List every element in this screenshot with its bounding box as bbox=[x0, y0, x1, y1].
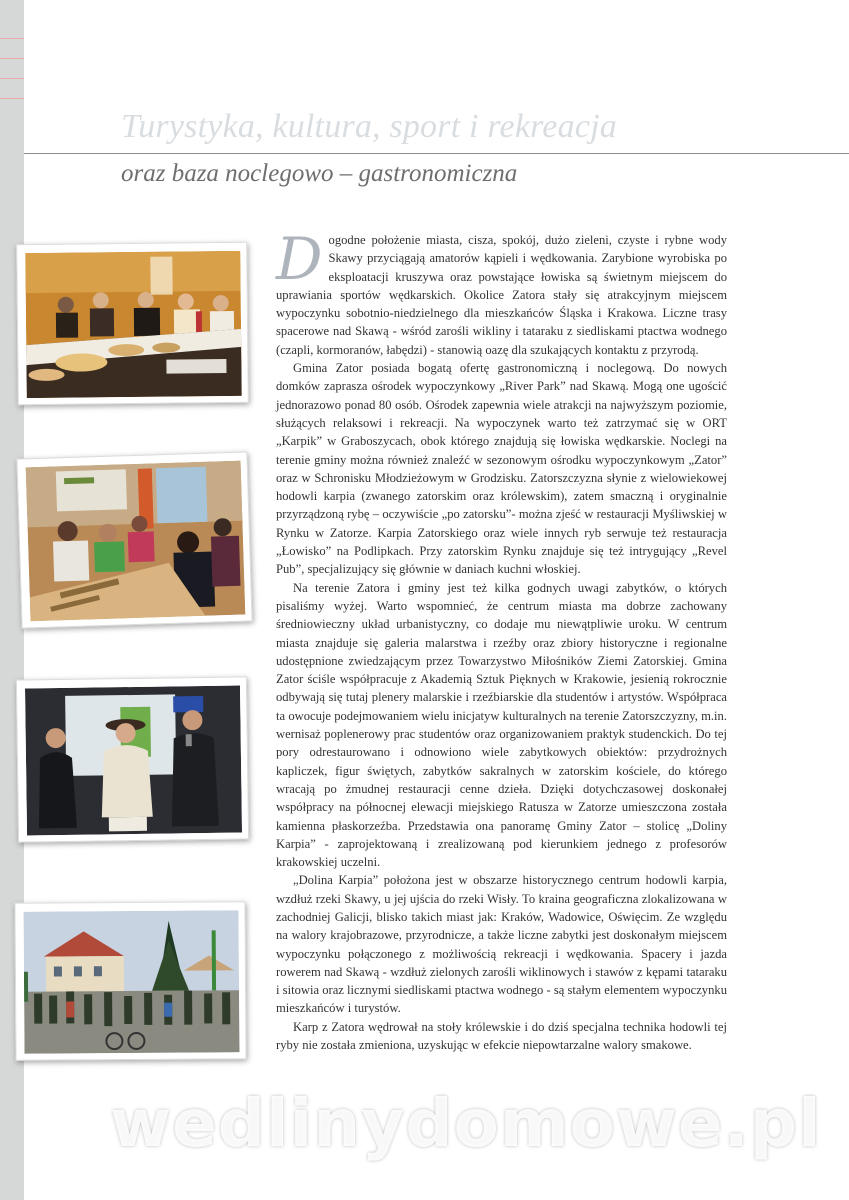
photo-craft-workshop bbox=[16, 451, 252, 628]
photo-stage-speakers bbox=[16, 676, 249, 842]
photo-town-square-crowd bbox=[14, 901, 246, 1061]
drop-cap: D bbox=[276, 225, 323, 293]
paragraph-text: ogodne położenie miasta, cisza, spokój, dużo zieleni, czyste i rybne wody Skawy przyciągają amatorów kąpieli i wędkowania. Zarybione wyrobiska po eksploatacji kruszywa oraz powstające łowiska są świetnym miejscem do uprawiania sportów wędkarskich. Okolice Zatora stały się atrakcyjnym miejscem wypoczynku sobotnio-niedzielnego dla mieszkańców Śląska i Krakowa. Liczne trasy spacerowe nad Skawą - wśród zarośli wikliny i tataraku z siedliskami ptactwa wodnego (czapli, kormoranów, łabędzi) - stanowią oazę dla szukających kontaktu z przyrodą. bbox=[276, 233, 727, 357]
page-title: Turystyka, kultura, sport i rekreacja bbox=[121, 108, 617, 145]
paragraph: „Dolina Karpia” położona jest w obszarze historycznego centrum hodowli karpia, wzdłuż rzeki Skawy, u jej ujścia do rzeki Wisły. To kraina geograficzna zlokalizowana w zachodniej Galicji, blisko takich miast jak: Kraków, Wadowice, Oświęcim. Ze względu na walory krajobrazowe, przyrodnicze, a także liczne zabytki jest doskonałym miejscem wypoczynku połączonego z możliwością rekreacji i wędkowania. Spacery i jazda rowerem nad Skawą - wzdłuż zielonych zarośli wiklinowych i stawów z kępami tataraku i sitowia oraz licznymi siedliskami ptactwa wodnego - są stałym elementem wypoczynku mieszkańców i turystów. bbox=[276, 873, 727, 1016]
paragraph: Na terenie Zatora i gminy jest też kilka godnych uwagi zabytków, o których pisaliśmy wyżej. Warto wspomnieć, że centrum miasta ma dobrze zachowany średniowieczny układ urbanistyczny, co dodaje mu niewątpliwie uroku. W centrum miasta znajduje się galeria malarstwa i rzeźby oraz zbiory historyczne i regionalne udostępnione zwiedzającym przez Towarzystwo Miłośników Ziemi Zatorskiej. Gmina Zator ściśle współpracuje z Akademią Sztuk Pięknych w Krakowie, jesienią rokrocznie odbywają się tutaj plenery malarskie i rzeźbiarskie dla studentów i artystów. Współpraca ta owocuje podejmowaniem wielu inicjatyw kulturalnych na terenie Zatorszczyzny, m.in. wernisaż poplenerowy prac studentów oraz organizowaniem praktyk studenckich. Do tej pory odrestaurowano i odnowiono wiele zabytkowych obiektów: przydrożnych kapliczek, figur świętych, zabytków sakralnych w zatorskim kościele, do którego wracają po żmudnej restauracji cenne dzieła. Dzięki dotychczasowej doskonałej współpracy na północnej elewacji miejskiego Ratusza w Zatorze umieszczona została kamienna płaskorzeźba. Przedstawia ona panoramę Gminy Zator – stolicę „Doliny Karpia” - zaprojektowaną i zrealizowaną pod kierunkiem jednego z profesorów krakowskiej uczelni. bbox=[276, 580, 727, 870]
margin-tick bbox=[0, 58, 24, 59]
margin-tick bbox=[0, 98, 24, 99]
page-subtitle: oraz baza noclegowo – gastronomiczna bbox=[121, 160, 518, 187]
article-body bbox=[276, 225, 727, 1054]
photo-dinner-meeting bbox=[16, 242, 249, 405]
watermark: wedlinydomowe.pl bbox=[110, 1085, 822, 1162]
paragraph: Gmina Zator posiada bogatą ofertę gastronomiczną i noclegową. Do nowych domków zaprasza ośrodek wypoczynkowy „River Park” nad Skawą. Mogą one ugościć jednorazowo ponad 80 osób. Ośrodek zapewnia wiele atrakcji na najwyższym poziomie, służących relaksowi i rekreacji. Na wypoczynek warto też zatrzymać się w ORT „Karpik” w Graboszycach, obok którego znajdują się łowiska wędkarskie. Noclegi na terenie gminy można również znaleźć w sezonowym ośrodku wypoczynkowym „Zator” oraz w Schronisku Młodzieżowym w Grodzisku. Zatorszczyzna słynie z wielowiekowej hodowli karpia (zwanego zatorskim oraz królewskim), zatem smaczną i oryginalnie przyrządzoną rybę – oczywiście „po zatorsku”- można zjeść w restauracji Myśliwskiej w Rynku w Zatorze. Karpia Zatorskiego oraz wiele innych ryb serwuje też restauracja „Łowisko” na Podlipkach. Przy zatorskim Rynku znajduje się też intrygujący „Revel Pub”, specjalizujący się głównie w daniach kuchni włoskiej. bbox=[276, 361, 727, 577]
title-divider bbox=[24, 153, 849, 154]
paragraph: Karp z Zatora wędrował na stoły królewskie i do dziś specjalna technika hodowli tej ryby nie została zmieniona, uzyskując w efekcie niepowtarzalne walory smakowe. bbox=[276, 1019, 727, 1053]
paragraph bbox=[276, 225, 727, 359]
margin-tick bbox=[0, 38, 24, 39]
margin-tick bbox=[0, 78, 24, 79]
